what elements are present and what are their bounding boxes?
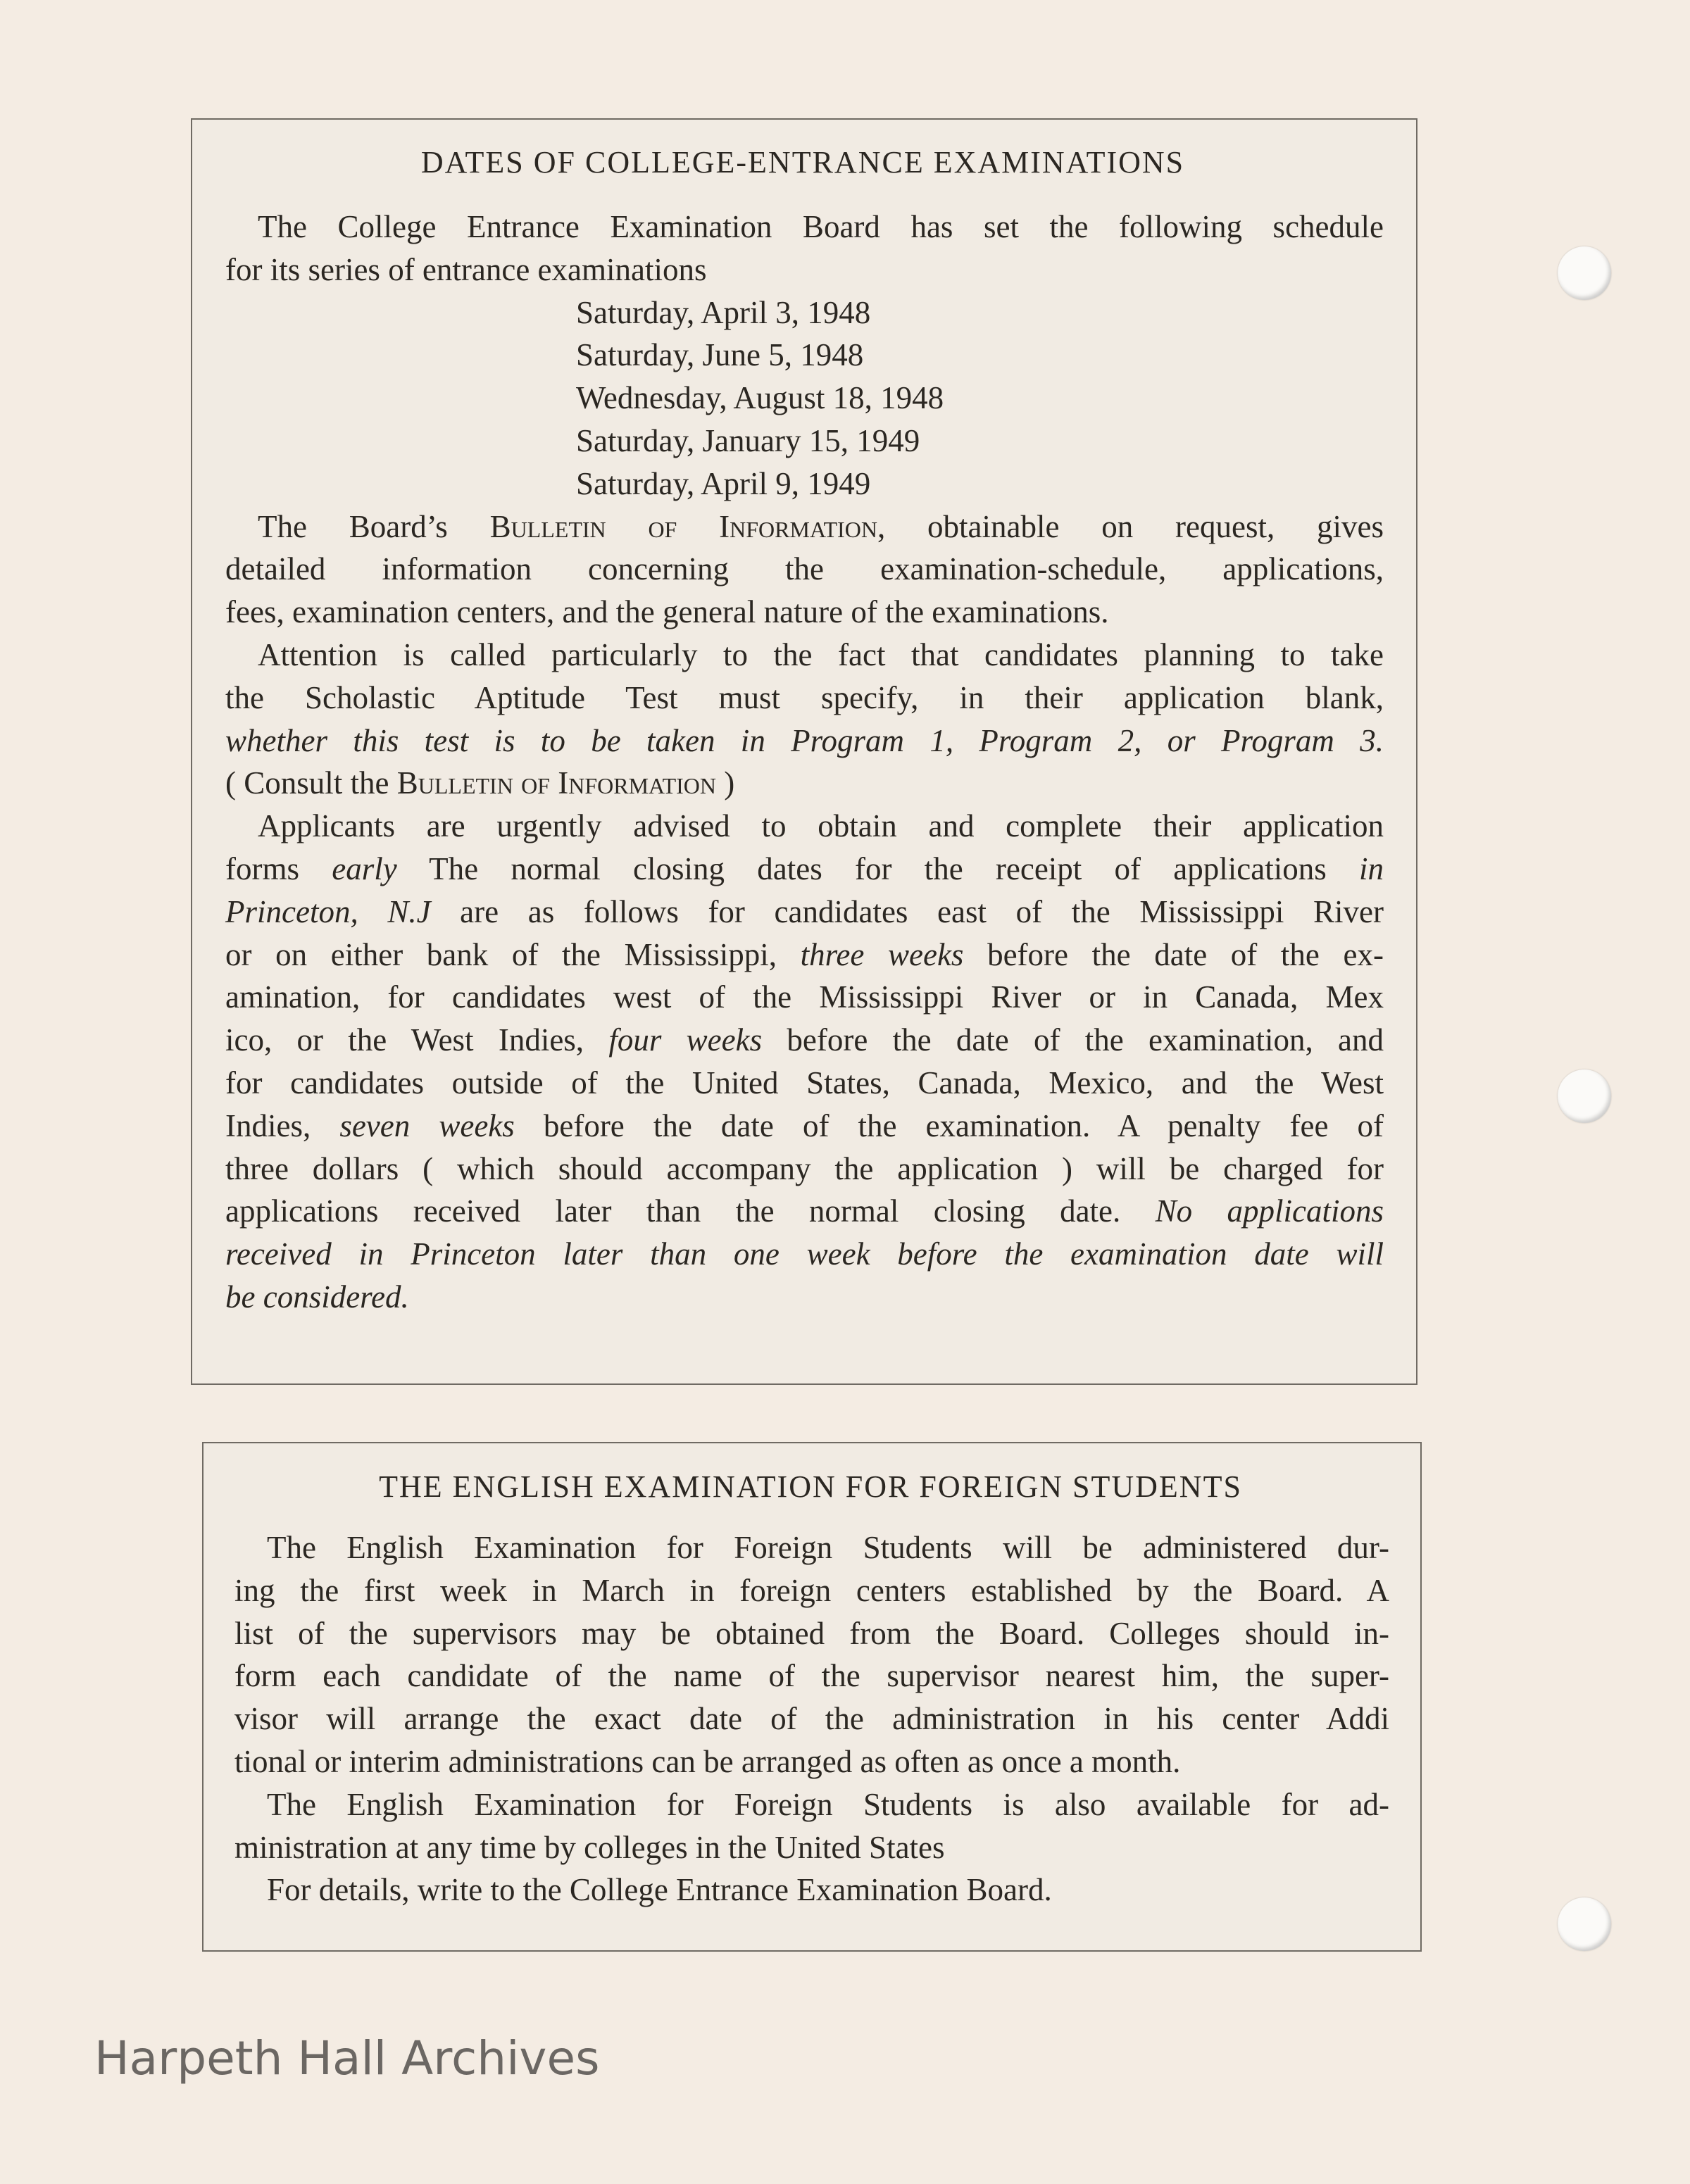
text-segment: seven weeks <box>339 1107 515 1143</box>
text-line <box>225 1276 1384 1319</box>
text-line <box>234 1526 1389 1569</box>
text-line <box>234 1869 1389 1912</box>
archive-watermark: Harpeth Hall Archives <box>94 2031 600 2085</box>
text-segment: The normal closing dates for the receipt of applications <box>396 851 1359 886</box>
text-segment: received in Princeton later than one week before the examination date will <box>225 1236 1384 1272</box>
text-line <box>225 506 1384 548</box>
text-segment: Saturday, January 15, 1949 <box>576 422 920 458</box>
text-segment: whether this test is to be taken in Program 1, Program 2, or Program 3. <box>225 722 1384 758</box>
text-segment: Saturday, April 9, 1949 <box>576 465 871 501</box>
text-segment: For details, write to the College Entrance Examination Board. <box>267 1872 1052 1908</box>
text-line <box>225 1105 1384 1148</box>
text-line <box>225 420 1384 463</box>
text-segment: Saturday, April 3, 1948 <box>576 294 871 330</box>
text-line <box>225 548 1384 591</box>
text-line <box>234 1569 1389 1612</box>
text-line <box>225 976 1384 1019</box>
text-line <box>225 591 1384 634</box>
text-segment: be considered. <box>225 1279 409 1314</box>
text-segment: before the date of the examination. A penalty fee of <box>514 1107 1384 1143</box>
section-title-exam-dates: DATES OF COLLEGE-ENTRANCE EXAMINATIONS <box>420 145 1185 180</box>
text-segment: Princeton, N.J <box>225 893 431 929</box>
text-segment: The Board’s <box>258 508 490 544</box>
text-segment: No applications <box>1155 1193 1384 1229</box>
text-line <box>225 891 1384 934</box>
text-line <box>225 291 1384 334</box>
text-line <box>234 1612 1389 1655</box>
text-segment: The English Examination for Foreign Students is also available for ad- <box>267 1786 1389 1822</box>
text-line <box>225 934 1384 977</box>
text-segment: applications received later than the normal closing date. <box>225 1193 1156 1229</box>
text-segment: list of the supervisors may be obtained from the Board. Colleges should in- <box>234 1615 1389 1651</box>
text-line <box>225 677 1384 720</box>
text-line <box>225 249 1384 291</box>
text-segment: Bulletin of Information <box>396 765 717 801</box>
binder-hole <box>1558 246 1611 300</box>
text-segment: The College Entrance Examination Board has set the following schedule <box>258 209 1384 244</box>
text-segment: tional or interim administrations can be arranged as often as once a month. <box>234 1743 1181 1779</box>
text-line <box>234 1783 1389 1826</box>
text-segment: , obtainable on request, gives <box>877 508 1384 544</box>
text-segment: are as follows for candidates east of the Mississippi River <box>430 893 1384 929</box>
text-segment: three weeks <box>800 936 964 972</box>
text-line <box>225 1148 1384 1191</box>
text-line <box>225 463 1384 506</box>
text-line <box>225 1062 1384 1105</box>
text-line <box>225 848 1384 891</box>
text-line <box>225 762 1384 805</box>
text-segment: for candidates outside of the United States, Canada, Mexico, and the West <box>225 1065 1384 1100</box>
text-segment: or on either bank of the Mississippi, <box>225 936 801 972</box>
text-segment: Applicants are urgently advised to obtain and complete their application <box>258 808 1384 844</box>
text-segment: fees, examination centers, and the general nature of the examinations. <box>225 594 1109 630</box>
text-line <box>234 1740 1389 1783</box>
text-line <box>234 1697 1389 1740</box>
text-segment: ico, or the West Indies, <box>225 1022 609 1058</box>
text-segment: detailed information concerning the examination-schedule, applications, <box>225 551 1384 587</box>
text-segment: ministration at any time by colleges in the United States <box>234 1829 945 1865</box>
text-segment: before the date of the ex- <box>963 936 1384 972</box>
text-segment: ( Consult the <box>225 765 397 801</box>
text-segment: four weeks <box>608 1022 763 1058</box>
text-line <box>234 1826 1389 1869</box>
text-segment: in <box>1358 851 1384 886</box>
binder-hole <box>1558 1897 1611 1951</box>
text-line <box>225 334 1384 377</box>
text-segment: ing the first week in March in foreign centers established by the Board. A <box>234 1572 1389 1608</box>
text-segment: early <box>332 851 397 886</box>
exam-dates-body <box>225 206 1384 1319</box>
text-line <box>225 1019 1384 1062</box>
binder-hole <box>1558 1069 1611 1123</box>
text-segment: the Scholastic Aptitude Test must specify, in their application blank, <box>225 679 1384 715</box>
text-line <box>225 206 1384 249</box>
text-segment: Bulletin of Information <box>489 508 877 544</box>
text-segment: Saturday, June 5, 1948 <box>576 337 864 373</box>
text-segment: Attention is called particularly to the fact that candidates planning to take <box>258 636 1384 672</box>
section-title-foreign-students: THE ENGLISH EXAMINATION FOR FOREIGN STUDENTS <box>379 1469 1242 1504</box>
text-line <box>225 634 1384 677</box>
text-line <box>225 720 1384 762</box>
text-line <box>225 805 1384 848</box>
text-segment: The English Examination for Foreign Students will be administered dur- <box>267 1530 1389 1565</box>
text-segment: before the date of the examination, and <box>762 1022 1384 1058</box>
text-line <box>225 1233 1384 1276</box>
text-line <box>234 1655 1389 1697</box>
text-segment: Wednesday, August 18, 1948 <box>576 380 944 416</box>
text-segment: ) <box>716 765 735 801</box>
text-segment: Indies, <box>225 1107 340 1143</box>
text-segment: form each candidate of the name of the supervisor nearest him, the super- <box>234 1658 1389 1694</box>
text-line <box>225 1190 1384 1233</box>
text-segment: forms <box>225 851 332 886</box>
text-segment: for its series of entrance examinations <box>225 251 707 287</box>
text-segment: visor will arrange the exact date of the administration in his center Addi <box>234 1701 1389 1737</box>
text-line <box>225 377 1384 420</box>
foreign-students-body <box>234 1526 1389 1912</box>
text-segment: amination, for candidates west of the Mississippi River or in Canada, Mex <box>225 979 1384 1015</box>
text-segment: three dollars ( which should accompany the application ) will be charged for <box>225 1150 1384 1186</box>
